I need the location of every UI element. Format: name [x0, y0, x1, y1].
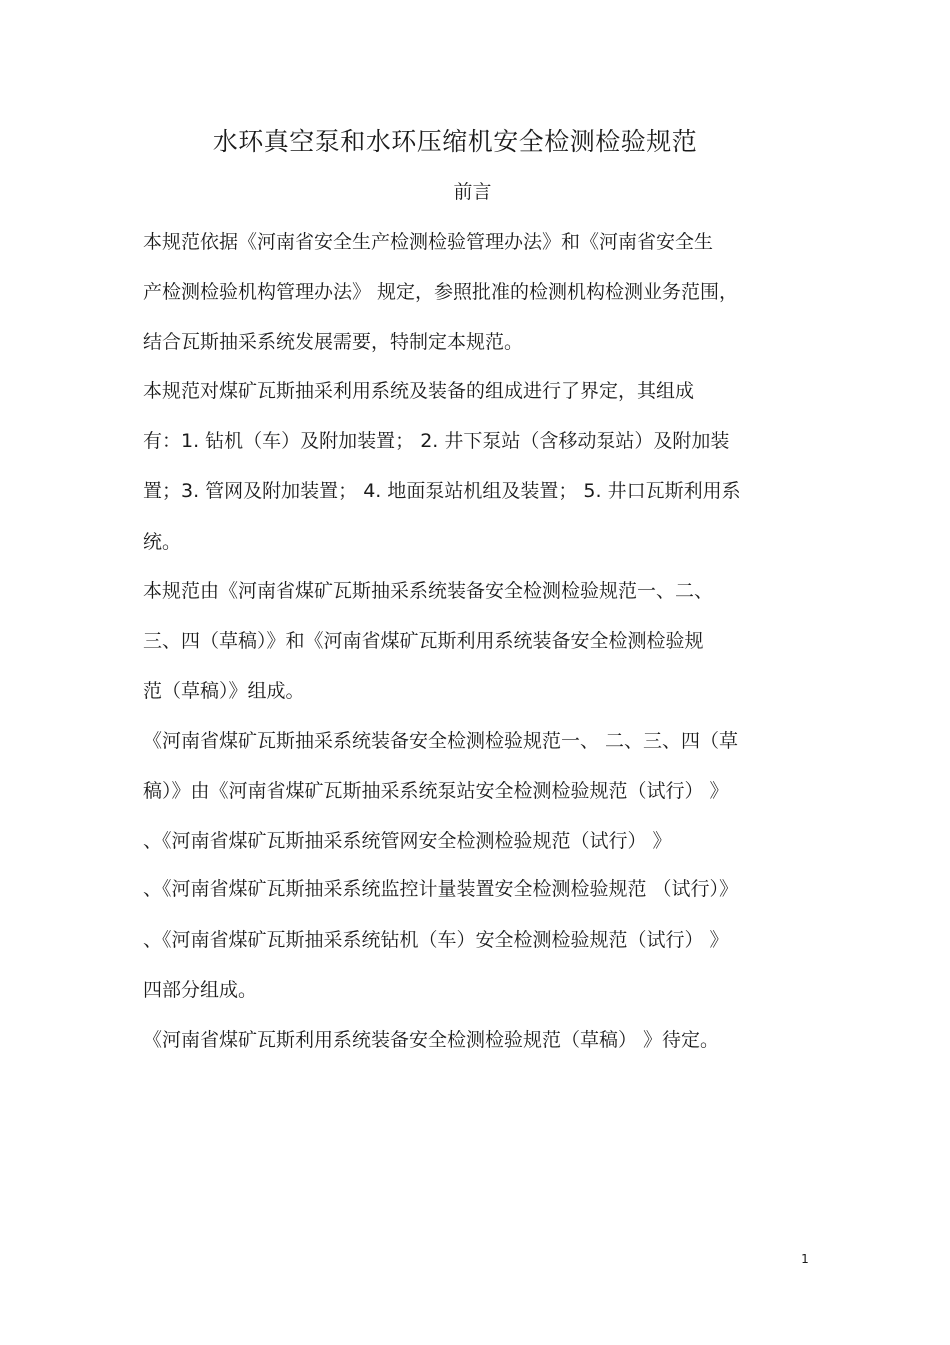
body-text-line: 四部分组成。 — [143, 979, 258, 1001]
body-text-line: 、《河南省煤矿瓦斯抽采系统管网安全检测检验规范（试行） 》 — [143, 830, 672, 852]
section-heading-preface: 前言 — [453, 181, 492, 203]
body-text-line: 《河南省煤矿瓦斯抽采系统装备安全检测检验规范一、 二、三、四（草 — [143, 730, 739, 752]
body-text-line: 结合瓦斯抽采系统发展需要，特制定本规范。 — [143, 331, 524, 353]
body-text-line: 范（草稿）》组成。 — [143, 680, 305, 702]
body-text-line: 本规范由《河南省煤矿瓦斯抽采系统装备安全检测检验规范一、二、 — [143, 580, 714, 602]
body-text-line: 有：1. 钻机（车）及附加装置； 2. 井下泵站（含移动泵站）及附加装 — [143, 430, 730, 452]
body-text-line: 统。 — [143, 531, 182, 553]
page-number: 1 — [801, 1252, 809, 1266]
document-title: 水环真空泵和水环压缩机安全检测检验规范 — [212, 127, 698, 156]
body-text-line: 《河南省煤矿瓦斯利用系统装备安全检测检验规范（草稿） 》待定。 — [143, 1029, 720, 1051]
body-text-line: 本规范依据《河南省安全生产检测检验管理办法》和《河南省安全生 — [143, 231, 714, 253]
body-text-line: 本规范对煤矿瓦斯抽采利用系统及装备的组成进行了界定，其组成 — [143, 380, 695, 402]
body-text-line: 置；3. 管网及附加装置； 4. 地面泵站机组及装置； 5. 井口瓦斯利用系 — [143, 480, 741, 502]
body-text-line: 产检测检验机构管理办法》 规定，参照批准的检测机构检测业务范围， — [143, 281, 739, 303]
body-text-line: 稿）》由《河南省煤矿瓦斯抽采系统泵站安全检测检验规范（试行） 》 — [143, 780, 729, 802]
body-text-line: 、《河南省煤矿瓦斯抽采系统钻机（车）安全检测检验规范（试行） 》 — [143, 929, 729, 951]
body-text-line: 三、四（草稿）》和《河南省煤矿瓦斯利用系统装备安全检测检验规 — [143, 630, 704, 652]
body-text-line: 、《河南省煤矿瓦斯抽采系统监控计量装置安全检测检验规范 （试行）》 — [143, 878, 739, 900]
